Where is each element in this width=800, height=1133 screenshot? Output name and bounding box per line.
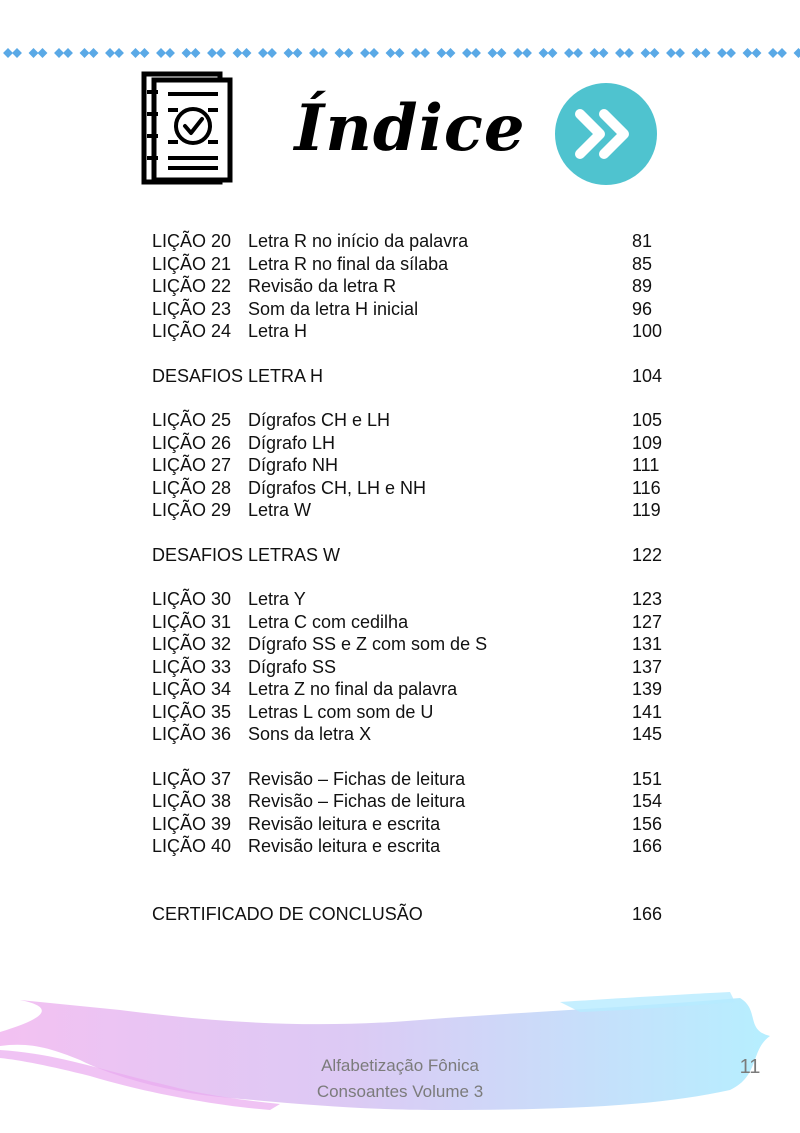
toc-lesson-title: Letra Y (248, 589, 306, 609)
toc-entry-licao-37[interactable] (152, 768, 672, 791)
toc-lesson-title: Revisão da letra R (248, 276, 397, 296)
border-diamond (522, 48, 532, 58)
toc-spacer (152, 746, 672, 768)
border-diamond (615, 48, 625, 58)
toc-page-number: 85 (632, 253, 653, 274)
toc-entry-licao-33[interactable] (152, 656, 672, 679)
border-diamond (182, 48, 192, 58)
toc-entry-licao-26[interactable] (152, 432, 672, 455)
border-diamond (471, 48, 481, 58)
toc-entry-licao-30[interactable] (152, 588, 672, 611)
border-diamond (309, 48, 319, 58)
toc-lesson-title: Revisão leitura e escrita (248, 836, 441, 856)
toc-lesson-number: LIÇÃO 29 (152, 500, 232, 520)
border-diamond (54, 48, 64, 58)
table-of-contents (152, 230, 672, 925)
toc-page-number: 151 (632, 768, 663, 789)
toc-page-number: 137 (632, 656, 663, 677)
toc-lesson-title: Dígrafo SS e Z com som de S (248, 634, 488, 654)
toc-lesson-title: Dígrafo SS (248, 656, 337, 677)
border-diamond (743, 48, 753, 58)
border-diamond (675, 48, 685, 58)
toc-lesson-number: LIÇÃO 38 (152, 791, 232, 811)
border-diamond (344, 48, 354, 58)
toc-page-number: 119 (632, 500, 661, 520)
border-diamond (369, 48, 379, 58)
toc-entry-licao-38[interactable] (152, 790, 672, 813)
decorative-diamond-border (0, 44, 800, 62)
border-diamond (165, 48, 175, 58)
toc-entry-licao-31[interactable] (152, 611, 672, 634)
toc-page-number: 111 (632, 455, 660, 475)
toc-lesson-number: LIÇÃO 21 (152, 253, 232, 274)
border-diamond (564, 48, 574, 58)
border-diamond (437, 48, 447, 58)
toc-lesson-number: LIÇÃO 40 (152, 836, 232, 856)
border-diamond (284, 48, 294, 58)
toc-lesson-title: Revisão – Fichas de leitura (248, 768, 466, 789)
toc-page-number: 116 (632, 477, 661, 498)
border-diamond (420, 48, 430, 58)
border-diamond (360, 48, 370, 58)
border-diamond (267, 48, 277, 58)
toc-lesson-title: Sons da letra X (248, 724, 372, 744)
toc-page-number: 122 (632, 544, 663, 565)
border-diamond (411, 48, 421, 58)
toc-page-number: 156 (632, 813, 663, 834)
toc-lesson-number: LIÇÃO 26 (152, 432, 232, 453)
border-diamond (446, 48, 456, 58)
border-diamond (80, 48, 90, 58)
border-diamond (258, 48, 268, 58)
toc-page-number: 81 (632, 231, 653, 251)
toc-lesson-title: Letra W (248, 500, 312, 520)
toc-page-number: 100 (632, 321, 663, 341)
toc-entry-licao-25[interactable] (152, 409, 672, 432)
toc-lesson-number: LIÇÃO 39 (152, 813, 232, 834)
toc-lesson-number: LIÇÃO 35 (152, 701, 232, 722)
toc-lesson-title: Dígrafos CH e LH (248, 410, 391, 430)
border-diamond (89, 48, 99, 58)
toc-lesson-number: LIÇÃO 22 (152, 276, 232, 296)
border-diamond (717, 48, 727, 58)
border-diamond (207, 48, 217, 58)
toc-entry-desafios-letras-w[interactable] (152, 544, 672, 567)
border-diamond (191, 48, 201, 58)
toc-lesson-title: Revisão leitura e escrita (248, 813, 441, 834)
toc-lesson-number: LIÇÃO 24 (152, 321, 232, 341)
border-diamond (590, 48, 600, 58)
border-diamond (395, 48, 405, 58)
fast-forward-icon (554, 82, 658, 186)
toc-entry-licao-20[interactable] (152, 230, 672, 253)
toc-lesson-number: LIÇÃO 34 (152, 679, 232, 699)
toc-entry-desafios-letra-h[interactable] (152, 365, 672, 388)
border-diamond (794, 48, 800, 58)
toc-lesson-title: Letra H (248, 321, 308, 341)
toc-lesson-number: LIÇÃO 33 (152, 656, 232, 677)
border-diamond (156, 48, 166, 58)
border-diamond (497, 48, 507, 58)
border-diamond (599, 48, 609, 58)
border-diamond (573, 48, 583, 58)
toc-section-title: DESAFIOS LETRAS W (152, 544, 341, 565)
toc-spacer (152, 343, 672, 365)
border-diamond (641, 48, 651, 58)
toc-entry-licao-24[interactable] (152, 320, 672, 343)
toc-lesson-title: Dígrafos CH, LH e NH (248, 477, 427, 498)
border-diamond (548, 48, 558, 58)
toc-lesson-number: LIÇÃO 32 (152, 634, 232, 654)
border-diamond (3, 48, 13, 58)
toc-lesson-title: Letra Z no final da palavra (248, 679, 458, 699)
toc-page-number: 109 (632, 432, 663, 453)
border-diamond (462, 48, 472, 58)
toc-entry-licao-34[interactable] (152, 678, 672, 701)
toc-page-number: 166 (632, 836, 663, 856)
toc-lesson-title: Revisão – Fichas de leitura (248, 791, 466, 811)
border-diamond (233, 48, 243, 58)
toc-page-number: 105 (632, 410, 663, 430)
border-diamond (513, 48, 523, 58)
border-diamond (140, 48, 150, 58)
toc-lesson-number: LIÇÃO 27 (152, 455, 232, 475)
toc-entry-licao-40[interactable] (152, 835, 672, 858)
toc-entry-licao-36[interactable] (152, 723, 672, 746)
page-title: Índice (294, 91, 526, 166)
toc-page-number: 104 (632, 365, 663, 386)
border-diamond (701, 48, 711, 58)
border-diamond (726, 48, 736, 58)
toc-page-number: 145 (632, 724, 663, 744)
border-diamond (650, 48, 660, 58)
toc-page-number: 96 (632, 298, 653, 319)
toc-lesson-title: Letra R no final da sílaba (248, 253, 449, 274)
border-diamond (386, 48, 396, 58)
toc-section-title: CERTIFICADO DE CONCLUSÃO (152, 903, 423, 924)
toc-lesson-number: LIÇÃO 25 (152, 410, 232, 430)
toc-lesson-title: Som da letra H inicial (248, 298, 419, 319)
border-diamond (768, 48, 778, 58)
border-diamond (318, 48, 328, 58)
border-diamond (666, 48, 676, 58)
toc-page-number: 127 (632, 611, 663, 632)
toc-page-number: 154 (632, 791, 663, 811)
toc-page-number: 123 (632, 589, 663, 609)
footer-book-title: Alfabetização Fônica (321, 1056, 479, 1075)
toc-lesson-number: LIÇÃO 37 (152, 768, 232, 789)
toc-spacer (152, 387, 672, 409)
border-diamond (539, 48, 549, 58)
toc-lesson-title: Dígrafo LH (248, 432, 336, 453)
border-diamond (624, 48, 634, 58)
document-check-icon (140, 70, 236, 186)
toc-entry-licao-32[interactable] (152, 633, 672, 656)
border-diamond (63, 48, 73, 58)
border-diamond (335, 48, 345, 58)
border-diamond (12, 48, 22, 58)
toc-entry-licao-29[interactable] (152, 499, 672, 522)
toc-page-number: 166 (632, 903, 663, 924)
toc-lesson-number: LIÇÃO 20 (152, 231, 232, 251)
toc-page-number: 141 (632, 701, 663, 722)
toc-entry-licao-21[interactable] (152, 253, 672, 276)
toc-entry-licao-35[interactable] (152, 701, 672, 724)
border-diamond (242, 48, 252, 58)
toc-page-number: 89 (632, 276, 653, 296)
toc-lesson-number: LIÇÃO 28 (152, 477, 232, 498)
border-diamond (29, 48, 39, 58)
toc-section-title: DESAFIOS LETRA H (152, 365, 324, 386)
border-diamond (216, 48, 226, 58)
border-diamond (105, 48, 115, 58)
border-diamond (293, 48, 303, 58)
page-number: 11 (739, 1056, 761, 1078)
toc-entry-licao-22[interactable] (152, 275, 672, 298)
border-diamond (38, 48, 48, 58)
toc-entry-certificado[interactable] (152, 903, 672, 926)
toc-page-number: 139 (632, 679, 663, 699)
footer-book-subtitle: Consoantes Volume 3 (316, 1082, 484, 1101)
toc-lesson-number: LIÇÃO 36 (152, 724, 232, 744)
toc-entry-licao-23[interactable] (152, 298, 672, 321)
toc-spacer (152, 566, 672, 588)
toc-entry-licao-39[interactable] (152, 813, 672, 836)
toc-spacer (152, 858, 672, 903)
border-diamond (692, 48, 702, 58)
border-diamond (777, 48, 787, 58)
toc-lesson-title: Dígrafo NH (248, 455, 339, 475)
border-diamond (114, 48, 124, 58)
border-diamond (131, 48, 141, 58)
toc-entry-licao-28[interactable] (152, 477, 672, 500)
toc-lesson-title: Letras L com som de U (248, 701, 434, 722)
toc-lesson-number: LIÇÃO 31 (152, 611, 232, 632)
border-diamond (488, 48, 498, 58)
toc-lesson-title: Letra R no início da palavra (248, 231, 469, 251)
toc-lesson-number: LIÇÃO 30 (152, 589, 232, 609)
toc-entry-licao-27[interactable] (152, 454, 672, 477)
toc-lesson-title: Letra C com cedilha (248, 611, 409, 632)
toc-spacer (152, 522, 672, 544)
border-diamond (752, 48, 762, 58)
toc-page-number: 131 (632, 634, 663, 654)
toc-lesson-number: LIÇÃO 23 (152, 298, 232, 319)
